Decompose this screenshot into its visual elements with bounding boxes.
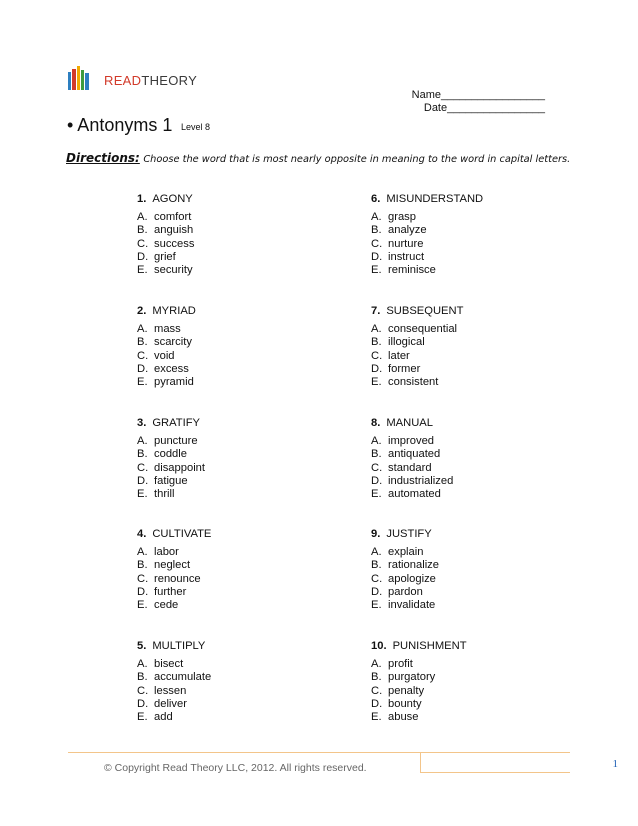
option-letter: E. bbox=[137, 376, 148, 389]
option-letter: A. bbox=[371, 546, 382, 559]
option-text: grief bbox=[154, 250, 176, 263]
option-letter: D. bbox=[371, 362, 383, 375]
option-letter: C. bbox=[137, 572, 149, 585]
option-letter: E. bbox=[371, 264, 382, 277]
option-text: security bbox=[154, 264, 193, 277]
question-word: MULTIPLY bbox=[152, 640, 206, 652]
option-letter: C. bbox=[137, 237, 149, 250]
option-letter: B. bbox=[137, 336, 148, 349]
answer-option bbox=[371, 475, 453, 488]
answer-option bbox=[137, 546, 211, 559]
option-letter: C. bbox=[371, 237, 383, 250]
option-letter: A. bbox=[137, 546, 148, 559]
option-text: void bbox=[154, 349, 175, 362]
question-3 bbox=[137, 417, 205, 501]
answer-option bbox=[371, 350, 463, 363]
option-text: cede bbox=[154, 599, 179, 612]
answer-option bbox=[371, 546, 439, 559]
question-6 bbox=[371, 193, 483, 277]
option-letter: C. bbox=[137, 684, 149, 697]
question-number: 9. bbox=[371, 528, 381, 540]
option-text: illogical bbox=[388, 336, 425, 349]
option-letter: D. bbox=[371, 585, 383, 598]
answer-option bbox=[371, 323, 463, 336]
worksheet-title: • Antonyms 1 bbox=[67, 115, 173, 135]
option-text: analyze bbox=[388, 224, 427, 237]
answer-option bbox=[371, 462, 453, 475]
date-field[interactable]: Date________________ bbox=[423, 102, 545, 114]
option-text: later bbox=[388, 349, 410, 362]
answer-option bbox=[137, 264, 194, 277]
question-header bbox=[137, 528, 211, 541]
question-number: 5. bbox=[137, 640, 147, 652]
option-letter: C. bbox=[137, 461, 149, 474]
answer-option bbox=[371, 658, 467, 671]
brand-wordmark bbox=[104, 73, 197, 88]
page-number: 1 bbox=[612, 758, 618, 770]
option-text: profit bbox=[388, 658, 413, 671]
answer-option bbox=[137, 336, 196, 349]
question-header bbox=[371, 528, 439, 541]
option-text: instruct bbox=[388, 250, 425, 263]
option-letter: C. bbox=[137, 349, 149, 362]
option-letter: E. bbox=[137, 264, 148, 277]
option-letter: C. bbox=[371, 461, 383, 474]
option-letter: D. bbox=[137, 362, 149, 375]
answer-option bbox=[137, 711, 211, 724]
option-text: apologize bbox=[388, 572, 436, 585]
answer-option bbox=[137, 323, 196, 336]
option-text: deliver bbox=[154, 697, 187, 710]
option-text: nurture bbox=[388, 237, 424, 250]
question-2 bbox=[137, 305, 196, 389]
option-text: puncture bbox=[154, 435, 198, 448]
brand-theory: THEORY bbox=[141, 73, 198, 88]
option-text: grasp bbox=[388, 211, 416, 224]
option-letter: C. bbox=[371, 684, 383, 697]
answer-option bbox=[371, 224, 483, 237]
name-field[interactable]: Name_________________ bbox=[411, 89, 545, 101]
answer-option bbox=[137, 586, 211, 599]
option-letter: E. bbox=[137, 599, 148, 612]
answer-option bbox=[371, 251, 483, 264]
option-letter: B. bbox=[371, 671, 382, 684]
question-header bbox=[137, 640, 211, 653]
page-number-box bbox=[420, 753, 570, 773]
option-letter: C. bbox=[371, 572, 383, 585]
option-text: penalty bbox=[388, 684, 425, 697]
question-header bbox=[371, 193, 483, 206]
answer-option bbox=[371, 586, 439, 599]
option-letter: E. bbox=[137, 711, 148, 724]
option-text: industrialized bbox=[388, 474, 454, 487]
option-text: purgatory bbox=[388, 671, 436, 684]
question-header bbox=[137, 417, 205, 430]
option-letter: B. bbox=[371, 559, 382, 572]
option-letter: A. bbox=[371, 435, 382, 448]
question-word: MYRIAD bbox=[152, 305, 196, 317]
option-text: rationalize bbox=[388, 559, 439, 572]
answer-option bbox=[137, 448, 205, 461]
answer-option bbox=[137, 363, 196, 376]
question-number: 10. bbox=[371, 640, 387, 652]
question-word: MANUAL bbox=[386, 417, 433, 429]
question-word: AGONY bbox=[152, 193, 193, 205]
option-text: mass bbox=[154, 323, 181, 336]
option-text: fatigue bbox=[154, 474, 188, 487]
answer-option bbox=[137, 488, 205, 501]
books-logo-icon bbox=[68, 66, 90, 90]
option-letter: D. bbox=[371, 474, 383, 487]
answer-option bbox=[137, 573, 211, 586]
option-text: bounty bbox=[388, 697, 422, 710]
answer-option bbox=[371, 336, 463, 349]
option-letter: B. bbox=[137, 559, 148, 572]
option-text: disappoint bbox=[154, 461, 206, 474]
question-number: 4. bbox=[137, 528, 147, 540]
answer-option bbox=[137, 698, 211, 711]
option-letter: D. bbox=[371, 697, 383, 710]
option-text: lessen bbox=[154, 684, 187, 697]
answer-option bbox=[371, 435, 453, 448]
option-text: consistent bbox=[388, 376, 439, 389]
option-letter: A. bbox=[137, 323, 148, 336]
option-text: labor bbox=[154, 546, 179, 559]
option-text: explain bbox=[388, 546, 424, 559]
option-text: pyramid bbox=[154, 376, 194, 389]
option-letter: B. bbox=[137, 224, 148, 237]
option-text: antiquated bbox=[388, 448, 441, 461]
question-header bbox=[371, 640, 467, 653]
option-text: neglect bbox=[154, 559, 191, 572]
option-letter: C. bbox=[371, 349, 383, 362]
option-letter: D. bbox=[137, 250, 149, 263]
question-header bbox=[137, 193, 194, 206]
option-text: consequential bbox=[388, 323, 458, 336]
option-text: renounce bbox=[154, 572, 201, 585]
question-4 bbox=[137, 528, 211, 612]
option-letter: E. bbox=[371, 376, 382, 389]
answer-option bbox=[371, 363, 463, 376]
directions bbox=[66, 151, 570, 165]
option-text: pardon bbox=[388, 585, 423, 598]
answer-option bbox=[371, 711, 467, 724]
option-letter: E. bbox=[371, 599, 382, 612]
answer-option bbox=[371, 685, 467, 698]
option-text: add bbox=[154, 711, 173, 724]
option-text: excess bbox=[154, 362, 189, 375]
question-word: GRATIFY bbox=[152, 417, 200, 429]
option-letter: A. bbox=[137, 658, 148, 671]
directions-text: Choose the word that is most nearly opposite in meaning to the word in capital letters. bbox=[143, 154, 571, 165]
option-text: comfort bbox=[154, 211, 192, 224]
answer-option bbox=[137, 559, 211, 572]
answer-option bbox=[137, 462, 205, 475]
option-letter: D. bbox=[371, 250, 383, 263]
option-letter: A. bbox=[371, 323, 382, 336]
question-10 bbox=[371, 640, 467, 724]
question-word: PUNISHMENT bbox=[392, 640, 467, 652]
directions-label: Directions: bbox=[66, 151, 140, 165]
answer-option bbox=[371, 488, 453, 501]
worksheet-level: Level 8 bbox=[181, 122, 211, 132]
option-text: automated bbox=[388, 488, 441, 501]
answer-option bbox=[371, 238, 483, 251]
question-number: 7. bbox=[371, 305, 381, 317]
answer-option bbox=[137, 658, 211, 671]
option-letter: D. bbox=[137, 474, 149, 487]
question-word: SUBSEQUENT bbox=[386, 305, 464, 317]
question-header bbox=[137, 305, 196, 318]
question-9 bbox=[371, 528, 439, 612]
question-5 bbox=[137, 640, 211, 724]
answer-option bbox=[137, 599, 211, 612]
option-letter: A. bbox=[137, 435, 148, 448]
copyright-notice: © Copyright Read Theory LLC, 2012. All rights reserved. bbox=[104, 762, 367, 774]
option-letter: B. bbox=[371, 224, 382, 237]
question-number: 2. bbox=[137, 305, 147, 317]
option-text: former bbox=[388, 362, 421, 375]
option-text: scarcity bbox=[154, 336, 192, 349]
answer-option bbox=[371, 376, 463, 389]
answer-option bbox=[137, 224, 194, 237]
answer-option bbox=[371, 671, 467, 684]
answer-option bbox=[137, 671, 211, 684]
question-8 bbox=[371, 417, 453, 501]
question-number: 8. bbox=[371, 417, 381, 429]
option-letter: B. bbox=[137, 448, 148, 461]
option-text: accumulate bbox=[154, 671, 212, 684]
answer-option bbox=[137, 376, 196, 389]
option-text: abuse bbox=[388, 711, 419, 724]
question-word: JUSTIFY bbox=[386, 528, 432, 540]
option-letter: E. bbox=[137, 488, 148, 501]
option-letter: B. bbox=[371, 448, 382, 461]
brand-read: READ bbox=[104, 73, 142, 88]
answer-option bbox=[371, 599, 439, 612]
answer-option bbox=[371, 698, 467, 711]
option-letter: B. bbox=[371, 336, 382, 349]
question-number: 3. bbox=[137, 417, 147, 429]
answer-option bbox=[371, 448, 453, 461]
answer-option bbox=[371, 573, 439, 586]
answer-option bbox=[137, 211, 194, 224]
option-text: thrill bbox=[154, 488, 175, 501]
option-text: reminisce bbox=[388, 264, 436, 277]
answer-option bbox=[137, 350, 196, 363]
option-text: invalidate bbox=[388, 599, 436, 612]
question-1 bbox=[137, 193, 194, 277]
question-number: 6. bbox=[371, 193, 381, 205]
option-text: coddle bbox=[154, 448, 187, 461]
question-7 bbox=[371, 305, 463, 389]
option-text: bisect bbox=[154, 658, 184, 671]
question-header bbox=[371, 417, 453, 430]
option-letter: A. bbox=[371, 658, 382, 671]
answer-option bbox=[371, 211, 483, 224]
answer-option bbox=[371, 264, 483, 277]
answer-option bbox=[137, 685, 211, 698]
question-header bbox=[371, 305, 463, 318]
answer-option bbox=[371, 559, 439, 572]
option-letter: D. bbox=[137, 585, 149, 598]
answer-option bbox=[137, 251, 194, 264]
option-letter: A. bbox=[137, 211, 148, 224]
option-text: anguish bbox=[154, 224, 194, 237]
question-word: MISUNDERSTAND bbox=[386, 193, 484, 205]
option-text: improved bbox=[388, 435, 435, 448]
option-letter: B. bbox=[137, 671, 148, 684]
option-text: further bbox=[154, 585, 187, 598]
option-letter: D. bbox=[137, 697, 149, 710]
question-number: 1. bbox=[137, 193, 147, 205]
option-letter: A. bbox=[371, 211, 382, 224]
question-word: CULTIVATE bbox=[152, 528, 212, 540]
option-letter: E. bbox=[371, 711, 382, 724]
option-text: success bbox=[154, 237, 195, 250]
option-letter: E. bbox=[371, 488, 382, 501]
answer-option bbox=[137, 475, 205, 488]
answer-option bbox=[137, 435, 205, 448]
answer-option bbox=[137, 238, 194, 251]
option-text: standard bbox=[388, 461, 432, 474]
